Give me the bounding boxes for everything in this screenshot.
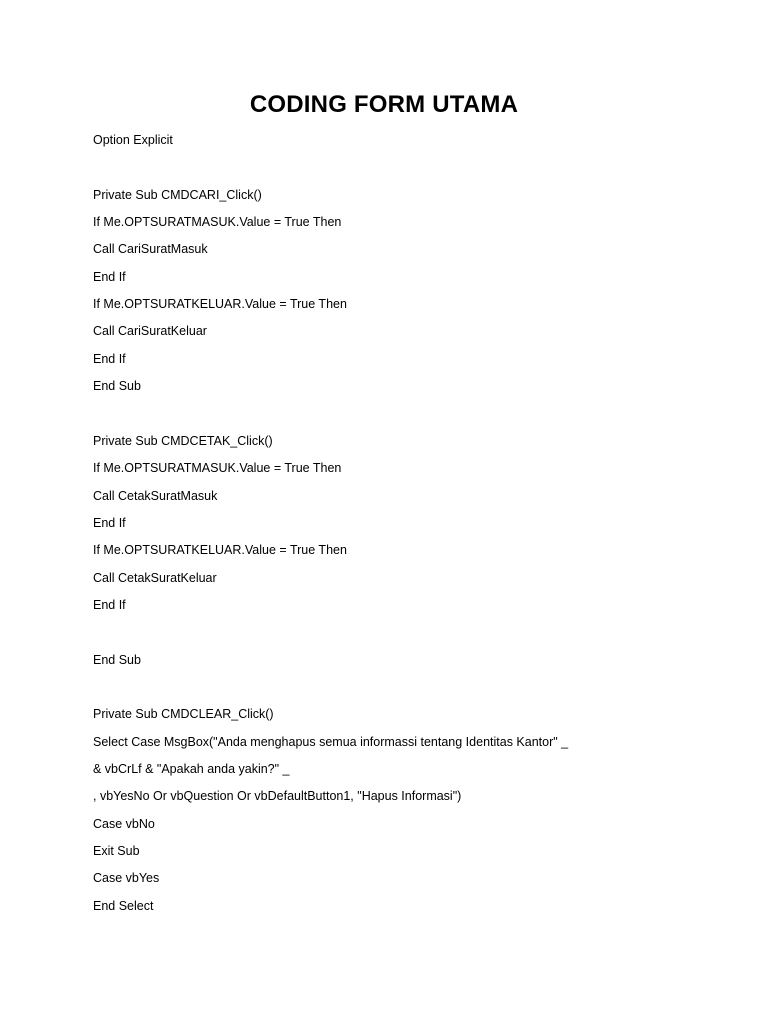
code-line: If Me.OPTSURATKELUAR.Value = True Then <box>93 543 347 558</box>
code-line: Call CetakSuratMasuk <box>93 488 218 503</box>
code-line: Private Sub CMDCARI_Click() <box>93 187 262 202</box>
code-line: Option Explicit <box>93 133 173 147</box>
code-line: Case vbYes <box>93 871 160 886</box>
code-line: End Select <box>93 898 154 913</box>
code-line: Select Case MsgBox("Anda menghapus semua informassi tentang Identitas Kantor" _ <box>93 734 569 749</box>
code-line: Call CariSuratKeluar <box>93 324 207 339</box>
document-title: CODING FORM UTAMA <box>249 91 519 118</box>
code-line: End If <box>93 269 126 284</box>
code-line: If Me.OPTSURATKELUAR.Value = True Then <box>93 297 347 312</box>
code-line: If Me.OPTSURATMASUK.Value = True Then <box>93 215 342 230</box>
code-line: Call CetakSuratKeluar <box>93 570 217 585</box>
code-line: End Sub <box>93 379 141 394</box>
code-line: End If <box>93 597 126 612</box>
code-line: End If <box>93 351 126 366</box>
code-line: Exit Sub <box>93 844 140 859</box>
code-line: , vbYesNo Or vbQuestion Or vbDefaultButton1, "Hapus Informasi") <box>93 789 462 804</box>
code-line: End Sub <box>93 652 141 667</box>
code-line: Private Sub CMDCLEAR_Click() <box>93 707 274 722</box>
code-line: End If <box>93 515 126 530</box>
code-line: Private Sub CMDCETAK_Click() <box>93 433 273 448</box>
code-line: If Me.OPTSURATMASUK.Value = True Then <box>93 461 342 476</box>
code-line: Call CariSuratMasuk <box>93 242 208 257</box>
code-line: & vbCrLf & "Apakah anda yakin?" _ <box>93 762 290 777</box>
code-line: Case vbNo <box>93 816 155 831</box>
